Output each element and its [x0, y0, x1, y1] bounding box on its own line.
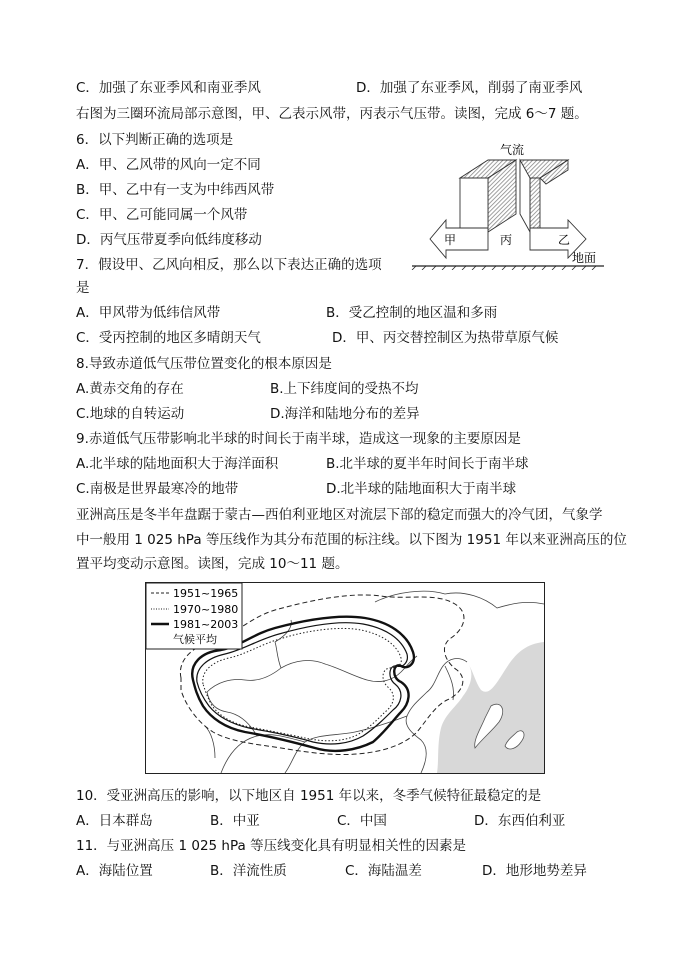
legend-item: 1970~1980 — [173, 603, 239, 616]
wind-belt-b: 乙 — [558, 233, 571, 247]
q6-option-d: D．丙气压带夏季向低纬度移动 — [76, 232, 262, 248]
question-7: 7．假设甲、乙风向相反，那么以下表达正确的选项 — [76, 257, 382, 273]
q6-option-b: B．甲、乙中有一支为中纬西风带 — [76, 182, 275, 198]
q9-option-c: C.南极是世界最寒冷的地带 — [76, 481, 239, 497]
ground-label: 地面 — [572, 251, 597, 265]
legend-item: 气候平均 — [173, 633, 217, 646]
q7-option-b: B．受乙控制的地区温和多雨 — [326, 305, 498, 321]
q9-option-a: A.北半球的陆地面积大于海洋面积 — [76, 456, 279, 472]
q10-option-b: B．中亚 — [210, 813, 260, 829]
q7-option-d: D．甲、丙交替控制区为热带草原气候 — [332, 330, 559, 346]
q9-option-b: B.北半球的夏半年时间长于南半球 — [326, 456, 529, 472]
q10-option-c: C．中国 — [337, 813, 387, 829]
q9-option-d: D.北半球的陆地面积大于南半球 — [326, 481, 517, 497]
q8-option-d: D.海洋和陆地分布的差异 — [270, 406, 420, 422]
q7-option-a: A．甲风带为低纬信风带 — [76, 305, 221, 321]
question-8: 8.导致赤道低气压带位置变化的根本原因是 — [76, 356, 332, 372]
q6-option-a: A．甲、乙风带的风向一定不同 — [76, 157, 261, 173]
legend-item: 1951~1965 — [173, 587, 239, 600]
passage-line-3: 置平均变动示意图。读图，完成 10～11 题。 — [76, 556, 349, 572]
pressure-belt-c: 丙 — [500, 233, 513, 247]
legend-item: 1981~2003 — [173, 618, 239, 631]
q7-option-c: C．受丙控制的地区多晴朗天气 — [76, 330, 261, 346]
q5-option-d: D．加强了东亚季风，削弱了南亚季风 — [356, 80, 583, 96]
asian-high-map — [145, 582, 545, 774]
q5-option-c: C．加强了东亚季风和南亚季风 — [76, 80, 261, 96]
question-7-cont: 是 — [76, 280, 90, 296]
question-11: 11．与亚洲高压 1 025 hPa 等压线变化具有明显相关性的因素是 — [76, 838, 467, 854]
question-9: 9.赤道低气压带影响北半球的时间长于南半球，造成这一现象的主要原因是 — [76, 431, 521, 447]
q8-option-a: A.黄赤交角的存在 — [76, 381, 184, 397]
airflow-label: 气流 — [500, 143, 525, 157]
q10-option-d: D．东西伯利亚 — [474, 813, 566, 829]
intro-q6-7: 右图为三圈环流局部示意图，甲、乙表示风带，丙表示气压带。读图，完成 6～7 题。 — [76, 106, 588, 122]
circulation-diagram — [408, 140, 608, 270]
passage-line-1: 亚洲高压是冬半年盘踞于蒙古—西伯利亚地区对流层下部的稳定而强大的冷气团，气象学 — [76, 507, 603, 523]
question-6: 6．以下判断正确的选项是 — [76, 132, 234, 148]
q11-option-c: C．海陆温差 — [345, 863, 422, 879]
q6-option-c: C．甲、乙可能同属一个风带 — [76, 207, 248, 223]
q11-option-a: A．海陆位置 — [76, 863, 153, 879]
passage-line-2: 中一般用 1 025 hPa 等压线作为其分布范围的标注线。以下图为 1951 年以来亚洲高压的位 — [76, 532, 627, 548]
q10-option-a: A．日本群岛 — [76, 813, 153, 829]
q11-option-b: B．洋流性质 — [210, 863, 287, 879]
q8-option-c: C.地球的自转运动 — [76, 406, 185, 422]
q11-option-d: D．地形地势差异 — [482, 863, 587, 879]
q8-option-b: B.上下纬度间的受热不均 — [270, 381, 419, 397]
question-10: 10．受亚洲高压的影响，以下地区自 1951 年以来，冬季气候特征最稳定的是 — [76, 788, 542, 804]
wind-belt-a: 甲 — [444, 233, 457, 247]
